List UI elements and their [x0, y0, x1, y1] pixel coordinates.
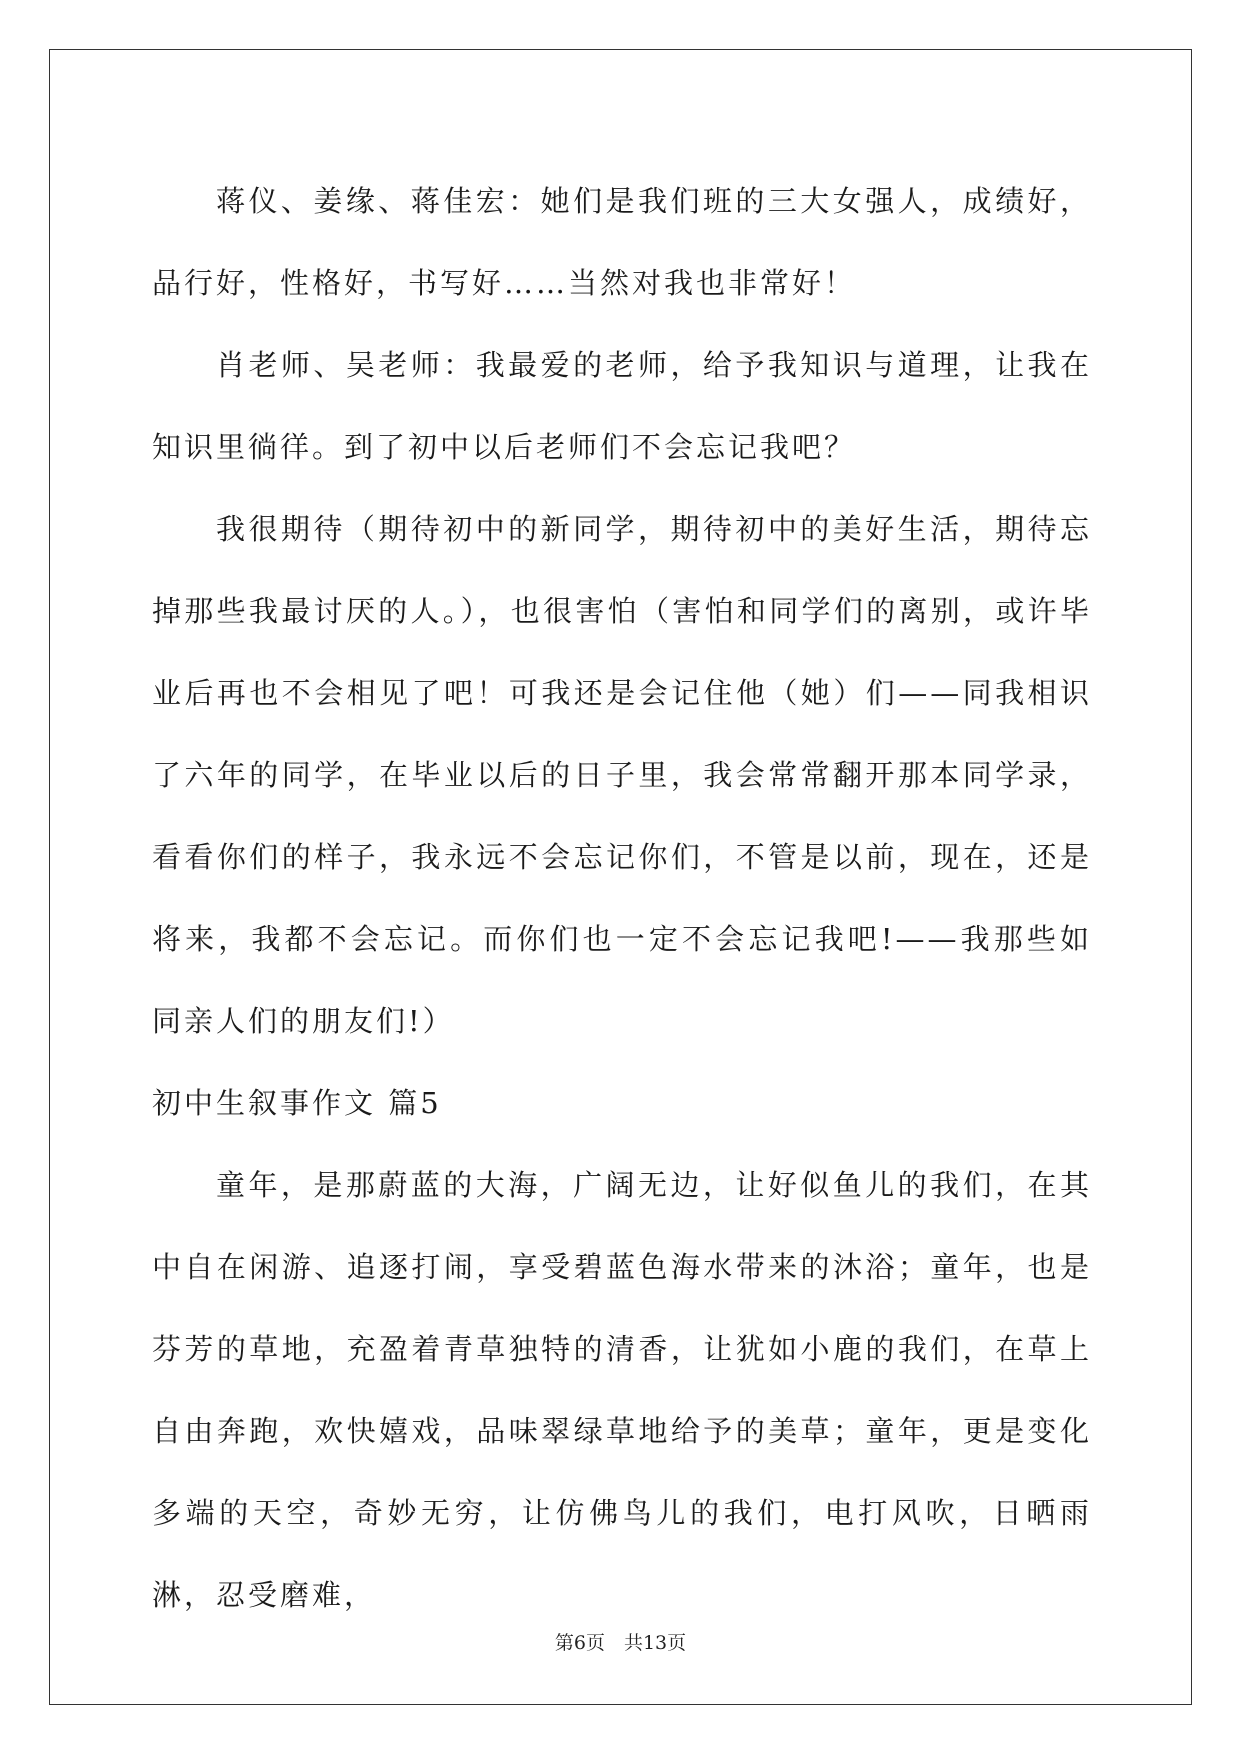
paragraph-teachers: 肖老师、吴老师：我最爱的老师，给予我知识与道理，让我在知识里徜徉。到了初中以后老师们不会忘记我吧？	[152, 348, 1092, 464]
document-body	[152, 160, 1092, 1636]
page-number-footer: 第6页 共13页	[554, 1632, 687, 1654]
paragraph-childhood: 童年，是那蔚蓝的大海，广阔无边，让好似鱼儿的我们，在其中自在闲游、追逐打闹，享受碧蓝色海水带来的沐浴；童年，也是芬芳的草地，充盈着青草独特的清香，让犹如小鹿的我们，在草上自由奔跑，欢快嬉戏，品味翠绿草地给予的美草；童年，更是变化多端的天空，奇妙无穷，让仿佛鸟儿的我们，电打风吹，日晒雨淋，忍受磨难，	[152, 1168, 1092, 1612]
paragraph-classmates: 蒋仪、姜缘、蒋佳宏：她们是我们班的三大女强人，成绩好，品行好，性格好，书写好……当然对我也非常好！	[152, 184, 1092, 300]
section-title: 初中生叙事作文 篇5	[152, 1086, 442, 1120]
paragraph-expectations: 我很期待（期待初中的新同学，期待初中的美好生活，期待忘掉那些我最讨厌的人。），也很害怕（害怕和同学们的离别，或许毕业后再也不会相见了吧！可我还是会记住他（她）们——同我相识了六年的同学，在毕业以后的日子里，我会常常翻开那本同学录，看看你们的样子，我永远不会忘记你们，不管是以前，现在，还是将来，我都不会忘记。而你们也一定不会忘记我吧!——我那些如同亲人们的朋友们!）	[152, 512, 1092, 1038]
